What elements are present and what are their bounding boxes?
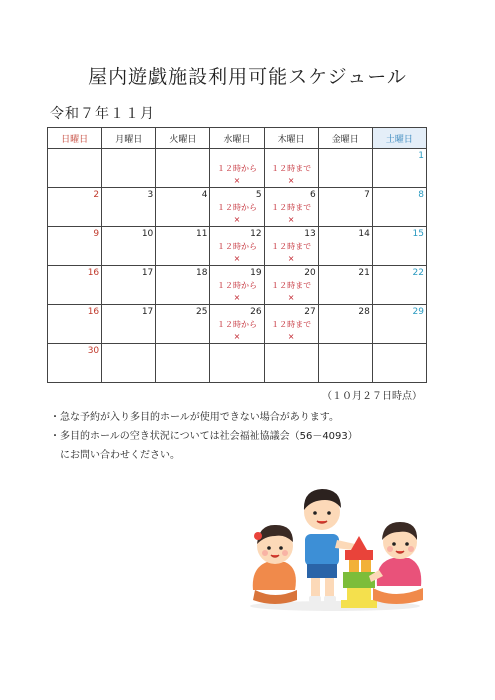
unavailable-mark: × (287, 293, 295, 302)
day-number: 6 (309, 190, 316, 200)
calendar-day-cell (372, 149, 426, 188)
calendar-day-cell (48, 305, 102, 344)
weekday-header-wed: 水曜日 (210, 128, 264, 149)
unavailable-mark: × (287, 215, 295, 224)
calendar-day-cell (210, 344, 264, 383)
day-number: 17 (141, 268, 154, 278)
weekday-header-thu: 木曜日 (264, 128, 318, 149)
availability-note (210, 241, 263, 265)
calendar-day-cell (102, 149, 156, 188)
calendar-week-row (48, 344, 427, 383)
availability-note (265, 202, 318, 226)
day-number: 15 (412, 229, 424, 239)
availability-time: １２時から (216, 281, 257, 290)
calendar-day-cell (156, 227, 210, 266)
day-number: 2 (93, 190, 100, 200)
day-number: 8 (418, 190, 424, 200)
calendar-day-cell (318, 266, 372, 305)
availability-note (265, 319, 318, 343)
calendar-day-cell (264, 188, 318, 227)
availability-time: １２時から (216, 320, 257, 329)
calendar-week-row (48, 266, 427, 305)
weekday-header-fri: 金曜日 (318, 128, 372, 149)
day-number: 19 (250, 268, 262, 278)
day-number: 16 (87, 307, 100, 317)
availability-time: １２時から (216, 164, 257, 173)
calendar-day-cell (318, 227, 372, 266)
unavailable-mark: × (287, 332, 295, 341)
calendar-day-cell (48, 149, 102, 188)
day-number: 17 (141, 307, 154, 317)
calendar-day-cell (264, 227, 318, 266)
availability-note (210, 280, 263, 304)
calendar-day-cell (372, 344, 426, 383)
notes (50, 408, 358, 465)
day-number: 1 (418, 151, 424, 161)
day-number: 5 (255, 190, 262, 200)
calendar-day-cell (156, 344, 210, 383)
availability-time: １２時から (216, 242, 257, 251)
calendar-day-cell (318, 344, 372, 383)
note-line: ・急な予約が入り多目的ホールが使用できない場合があります。 (50, 412, 339, 423)
day-number: 14 (358, 229, 370, 239)
day-number: 20 (304, 268, 316, 278)
note-line: にお問い合わせください。 (50, 450, 180, 461)
availability-time: １２時から (216, 203, 257, 212)
unavailable-mark: × (233, 254, 241, 263)
day-number: 29 (412, 307, 424, 317)
calendar-day-cell (372, 227, 426, 266)
day-number: 11 (195, 229, 208, 239)
calendar-day-cell (372, 266, 426, 305)
calendar-day-cell (372, 188, 426, 227)
calendar-day-cell (210, 188, 264, 227)
day-number: 16 (87, 268, 100, 278)
note-line: ・多目的ホールの空き状況については社会福祉協議会（56－4093） (50, 431, 358, 442)
availability-note (210, 202, 263, 226)
calendar-day-cell (264, 149, 318, 188)
calendar-day-cell (264, 266, 318, 305)
children-playing-blocks-illustration (245, 478, 425, 613)
calendar-day-cell (102, 305, 156, 344)
calendar-day-cell (210, 266, 264, 305)
calendar-day-cell (318, 188, 372, 227)
calendar-day-cell (210, 305, 264, 344)
calendar-day-cell (48, 344, 102, 383)
availability-time: １２時まで (271, 242, 312, 251)
weekday-header-sun: 日曜日 (48, 128, 102, 149)
calendar-day-cell (210, 227, 264, 266)
availability-note (210, 163, 263, 187)
calendar-week-row (48, 149, 427, 188)
day-number: 3 (147, 190, 154, 200)
calendar-day-cell (156, 149, 210, 188)
calendar-day-cell (264, 344, 318, 383)
day-number: 4 (201, 190, 208, 200)
day-number: 22 (412, 268, 424, 278)
availability-note (265, 280, 318, 304)
day-number: 18 (195, 268, 208, 278)
as-of-date: （１０月２７日時点） (322, 391, 422, 402)
unavailable-mark: × (233, 176, 241, 185)
calendar-day-cell (102, 188, 156, 227)
day-number: 27 (304, 307, 316, 317)
day-number: 9 (93, 229, 100, 239)
month-label: 令和７年１１月 (50, 106, 155, 122)
availability-time: １２時まで (271, 203, 312, 212)
calendar-day-cell (102, 344, 156, 383)
availability-time: １２時まで (271, 164, 312, 173)
day-number: 30 (87, 346, 100, 356)
availability-time: １２時まで (271, 320, 312, 329)
availability-note (265, 241, 318, 265)
availability-note (210, 319, 263, 343)
unavailable-mark: × (287, 254, 295, 263)
calendar-day-cell (156, 188, 210, 227)
calendar-day-cell (156, 266, 210, 305)
calendar-week-row (48, 305, 427, 344)
day-number: 25 (195, 307, 208, 317)
day-number: 26 (250, 307, 262, 317)
calendar-day-cell (264, 305, 318, 344)
day-number: 10 (141, 229, 154, 239)
calendar-day-cell (210, 149, 264, 188)
calendar-day-cell (102, 227, 156, 266)
calendar-day-cell (48, 266, 102, 305)
weekday-header-row (48, 128, 427, 149)
weekday-header-tue: 火曜日 (156, 128, 210, 149)
weekday-header-mon: 月曜日 (102, 128, 156, 149)
calendar-day-cell (318, 305, 372, 344)
unavailable-mark: × (233, 215, 241, 224)
calendar-week-row (48, 188, 427, 227)
calendar-week-row (48, 227, 427, 266)
calendar-day-cell (48, 227, 102, 266)
calendar-day-cell (48, 188, 102, 227)
page-title: 屋内遊戯施設利用可能スケジュール (88, 66, 407, 88)
unavailable-mark: × (233, 332, 241, 341)
unavailable-mark: × (233, 293, 241, 302)
availability-time: １２時まで (271, 281, 312, 290)
day-number: 7 (364, 190, 370, 200)
calendar-day-cell (102, 266, 156, 305)
calendar-day-cell (156, 305, 210, 344)
calendar-table (47, 127, 427, 383)
day-number: 21 (358, 268, 370, 278)
day-number: 13 (304, 229, 316, 239)
weekday-header-sat: 土曜日 (372, 128, 426, 149)
day-number: 28 (358, 307, 370, 317)
unavailable-mark: × (287, 176, 295, 185)
calendar-day-cell (372, 305, 426, 344)
availability-note (265, 163, 318, 187)
day-number: 12 (250, 229, 262, 239)
calendar-day-cell (318, 149, 372, 188)
